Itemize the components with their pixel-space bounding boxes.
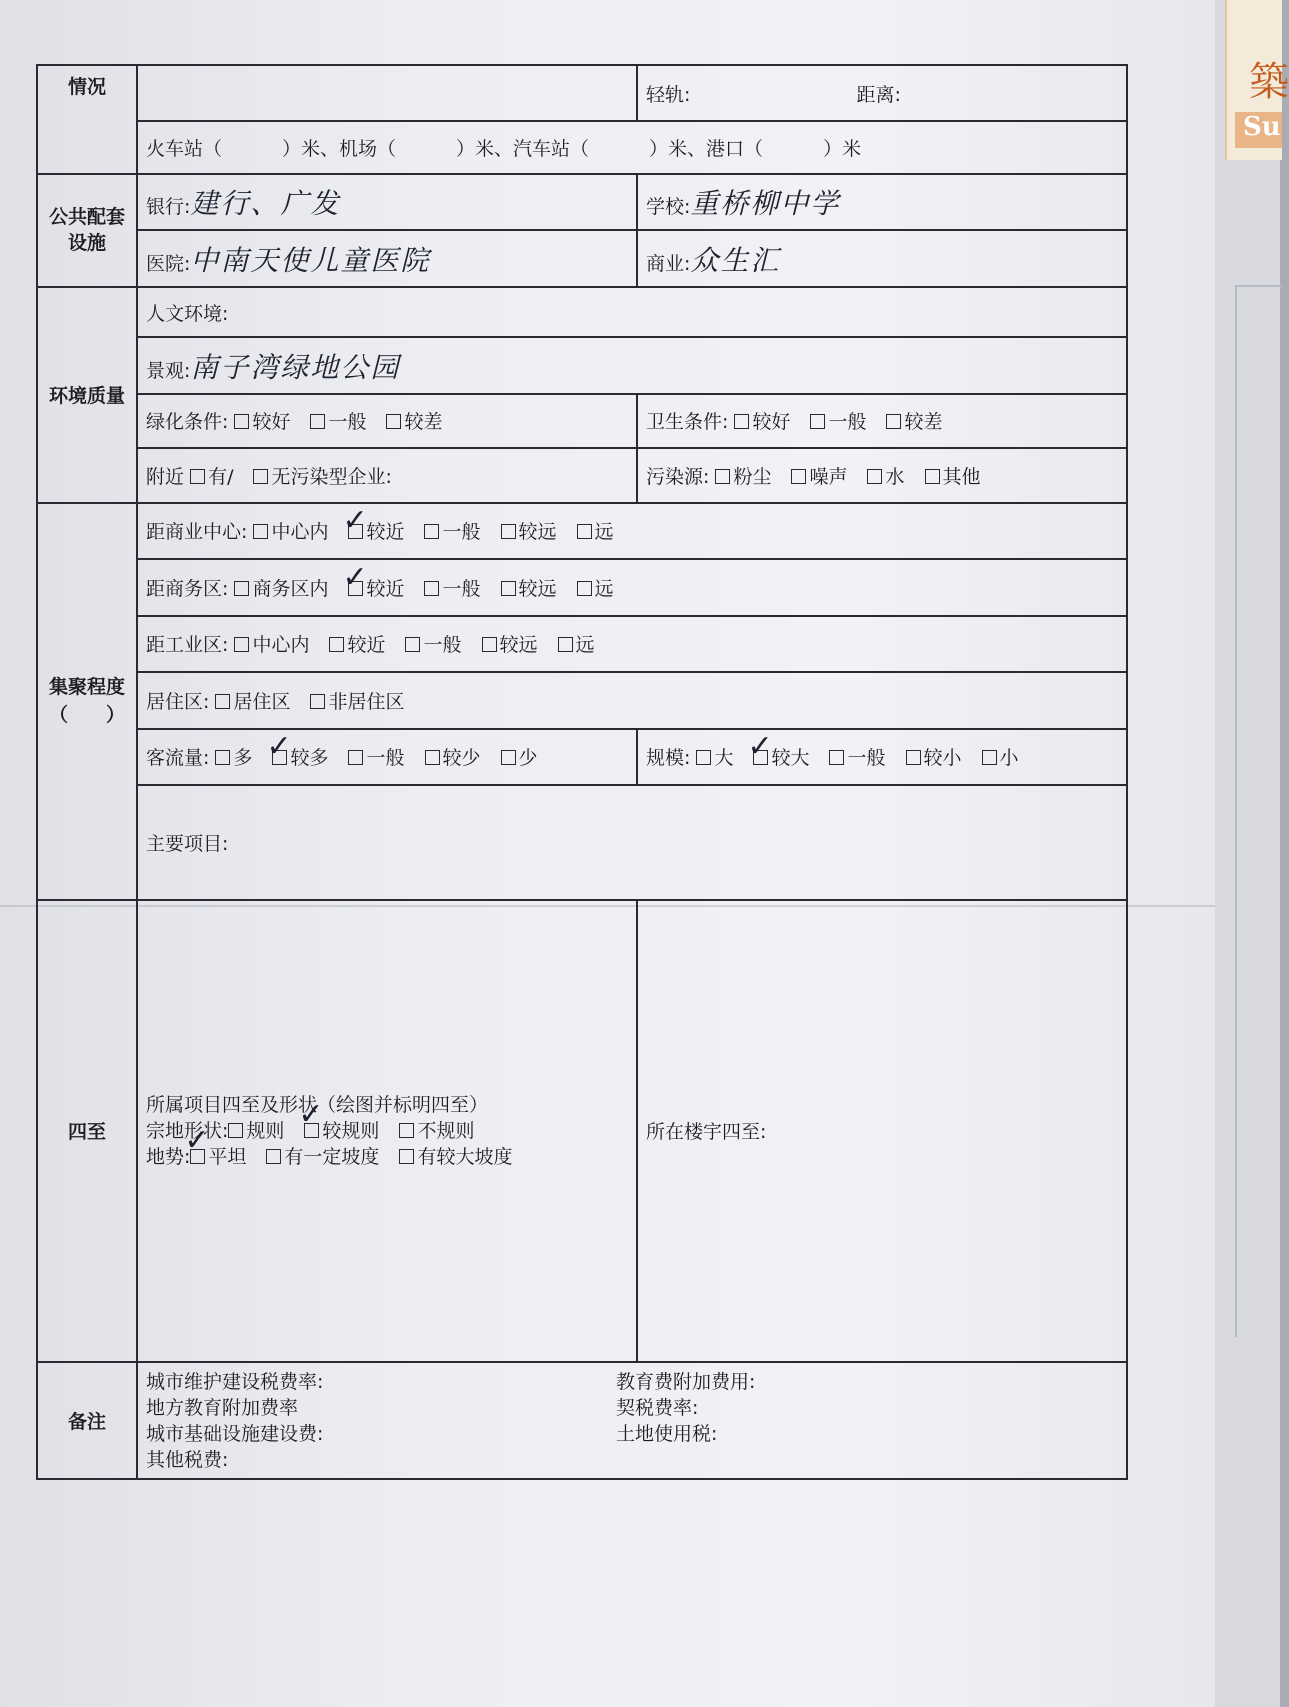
bank-value: 建行、广发 bbox=[190, 187, 341, 221]
commercial-option[interactable] bbox=[348, 521, 404, 543]
traffic-option[interactable] bbox=[215, 747, 252, 769]
checkbox-icon[interactable] bbox=[501, 524, 516, 539]
school-value: 重桥柳中学 bbox=[690, 187, 841, 221]
option-label: 非居住区 bbox=[328, 690, 405, 713]
checkbox-icon[interactable] bbox=[399, 1149, 414, 1164]
station-port: ）米、港口（ bbox=[649, 138, 764, 161]
option-label: 较差 bbox=[404, 411, 443, 434]
option-label: 多 bbox=[233, 747, 253, 770]
greening-label: 绿化条件: bbox=[146, 411, 229, 434]
scale-options bbox=[696, 747, 1038, 769]
remark-local-edu: 地方教育附加费率 bbox=[146, 1396, 299, 1419]
hospital-cell bbox=[137, 230, 637, 286]
traffic-option[interactable] bbox=[425, 747, 481, 769]
checkbox-icon[interactable] bbox=[272, 750, 287, 765]
checkbox-icon[interactable] bbox=[425, 750, 440, 765]
shape-option[interactable] bbox=[304, 1120, 379, 1142]
option-label: 居住区 bbox=[233, 690, 291, 713]
option-label: 较近 bbox=[366, 577, 405, 600]
station-bus: ）米、汽车站（ bbox=[456, 138, 590, 161]
remark-land-tax: 土地使用税: bbox=[616, 1422, 718, 1445]
business-option[interactable] bbox=[501, 578, 557, 600]
background-glyph: 築 bbox=[1249, 59, 1289, 105]
remark-edu-fee: 教育费附加费用: bbox=[616, 1370, 756, 1393]
option-label: 少 bbox=[518, 747, 538, 770]
traffic-option[interactable] bbox=[272, 747, 328, 769]
business-options bbox=[234, 578, 633, 600]
scale-option[interactable] bbox=[906, 747, 962, 769]
scale-cell bbox=[637, 729, 1127, 785]
option-label: 一般 bbox=[442, 521, 481, 544]
option-label: 中心内 bbox=[271, 521, 329, 544]
option-label: 较规则 bbox=[322, 1119, 380, 1142]
checkbox-icon[interactable] bbox=[304, 1123, 319, 1138]
project-boundaries-cell bbox=[137, 900, 637, 1362]
option-label: 平坦 bbox=[208, 1145, 247, 1168]
traffic-options bbox=[215, 747, 557, 769]
option-label: 噪声 bbox=[809, 465, 848, 488]
checkbox-icon[interactable] bbox=[867, 469, 882, 484]
checkbox-icon[interactable] bbox=[228, 1123, 243, 1138]
greening-options bbox=[234, 411, 462, 433]
business-row bbox=[137, 559, 1127, 615]
light-rail-label: 轻轨: bbox=[646, 83, 691, 106]
option-label: 一般 bbox=[366, 747, 405, 770]
checkbox-icon[interactable] bbox=[791, 469, 806, 484]
terrain-option[interactable] bbox=[190, 1146, 246, 1168]
option-label: 粉尘 bbox=[733, 465, 772, 488]
nearby-option[interactable] bbox=[253, 466, 391, 488]
traffic-cell bbox=[137, 729, 637, 785]
distance-label: 距离: bbox=[856, 83, 901, 106]
bank-cell bbox=[137, 174, 637, 230]
nearby-options bbox=[190, 466, 412, 488]
remarks-cell bbox=[137, 1362, 1127, 1479]
scale-label: 规模: bbox=[646, 747, 691, 770]
industrial-options bbox=[234, 634, 614, 656]
school-label: 学校: bbox=[646, 196, 691, 219]
shape-options bbox=[228, 1120, 494, 1142]
agglomeration-paren: （ ） bbox=[48, 704, 125, 727]
checkbox-icon[interactable] bbox=[348, 581, 363, 596]
checkbox-icon[interactable] bbox=[577, 524, 592, 539]
pollution-option[interactable] bbox=[925, 466, 981, 488]
industrial-option[interactable] bbox=[558, 634, 595, 656]
nearby-option[interactable] bbox=[190, 466, 233, 488]
checkbox-icon[interactable] bbox=[348, 524, 363, 539]
option-label: 较近 bbox=[347, 634, 386, 657]
option-label: 一般 bbox=[423, 634, 462, 657]
remark-deed-tax: 契税费率: bbox=[616, 1396, 699, 1419]
remark-other-tax: 其他税费: bbox=[146, 1448, 229, 1471]
option-label: 远 bbox=[575, 634, 595, 657]
empty-cell bbox=[137, 65, 637, 121]
section-remarks: 备注 bbox=[37, 1362, 137, 1479]
stations-cell bbox=[137, 121, 1127, 173]
option-label: 较差 bbox=[904, 411, 943, 434]
checkbox-icon[interactable] bbox=[329, 637, 344, 652]
remark-city-tax: 城市维护建设税费率: bbox=[146, 1370, 324, 1393]
checkbox-icon[interactable] bbox=[577, 581, 592, 596]
industrial-option[interactable] bbox=[329, 634, 385, 656]
shape-row bbox=[146, 1118, 628, 1144]
option-label: 不规则 bbox=[417, 1119, 475, 1142]
scale-option[interactable] bbox=[753, 747, 809, 769]
industrial-option[interactable] bbox=[482, 634, 538, 656]
hygiene-cell bbox=[637, 394, 1127, 448]
industrial-option[interactable] bbox=[405, 634, 461, 656]
hygiene-option[interactable] bbox=[886, 411, 942, 433]
shape-option[interactable] bbox=[399, 1120, 474, 1142]
survey-form-table bbox=[36, 64, 1128, 1480]
option-label: 较远 bbox=[499, 634, 538, 657]
residential-row bbox=[137, 672, 1127, 728]
checkbox-icon[interactable] bbox=[234, 637, 249, 652]
option-label: 较远 bbox=[518, 521, 557, 544]
greening-option[interactable] bbox=[234, 411, 290, 433]
checkbox-icon[interactable] bbox=[810, 414, 825, 429]
checkbox-icon[interactable] bbox=[734, 414, 749, 429]
school-cell bbox=[637, 174, 1127, 230]
option-label: 较大 bbox=[771, 747, 810, 770]
business-option[interactable] bbox=[234, 578, 328, 600]
pollution-option[interactable] bbox=[867, 466, 904, 488]
checkbox-icon[interactable] bbox=[906, 750, 921, 765]
pollution-options bbox=[715, 466, 1000, 488]
commercial-option[interactable] bbox=[577, 521, 614, 543]
greening-cell bbox=[137, 394, 637, 448]
checkbox-icon[interactable] bbox=[501, 581, 516, 596]
commercial-option[interactable] bbox=[501, 521, 557, 543]
option-label: 较好 bbox=[752, 411, 791, 434]
traffic-option[interactable] bbox=[348, 747, 404, 769]
hospital-value: 中南天使儿童医院 bbox=[190, 243, 431, 277]
option-label: 远 bbox=[594, 577, 614, 600]
checkbox-icon[interactable] bbox=[715, 469, 730, 484]
checkbox-icon[interactable] bbox=[696, 750, 711, 765]
terrain-label: 地势: bbox=[146, 1145, 191, 1168]
option-label: 较好 bbox=[252, 411, 291, 434]
section-transport: 情况 bbox=[37, 65, 137, 174]
checkbox-icon[interactable] bbox=[310, 694, 325, 709]
option-label: 水 bbox=[885, 465, 905, 488]
station-train: 火车站（ bbox=[146, 138, 223, 161]
checkbox-icon[interactable] bbox=[348, 750, 363, 765]
traffic-label: 客流量: bbox=[146, 747, 210, 770]
terrain-row bbox=[146, 1144, 628, 1170]
section-environment: 环境质量 bbox=[37, 287, 137, 503]
checkbox-icon[interactable] bbox=[424, 581, 439, 596]
industrial-row bbox=[137, 616, 1127, 672]
checkbox-icon[interactable] bbox=[482, 637, 497, 652]
checkbox-icon[interactable] bbox=[215, 694, 230, 709]
landscape-value: 南子湾绿地公园 bbox=[190, 350, 401, 384]
checkbox-icon[interactable] bbox=[266, 1149, 281, 1164]
terrain-option[interactable] bbox=[266, 1146, 379, 1168]
option-label: 一般 bbox=[442, 577, 481, 600]
landscape-cell bbox=[137, 337, 1127, 393]
remark-infra-fee: 城市基础设施建设费: bbox=[146, 1422, 324, 1445]
checkbox-icon[interactable] bbox=[253, 469, 268, 484]
checkbox-icon[interactable] bbox=[234, 581, 249, 596]
option-label: 有较大坡度 bbox=[417, 1145, 513, 1168]
option-label: 远 bbox=[594, 521, 614, 544]
option-label: 小 bbox=[999, 747, 1019, 770]
residential-label: 居住区: bbox=[146, 690, 210, 713]
checkbox-icon[interactable] bbox=[190, 1149, 205, 1164]
checkbox-icon[interactable] bbox=[829, 750, 844, 765]
residential-option[interactable] bbox=[215, 691, 290, 713]
background-sheet bbox=[1215, 0, 1280, 1707]
light-rail-cell bbox=[637, 65, 1127, 121]
shape-label: 宗地形状: bbox=[146, 1119, 229, 1142]
sheet-edge bbox=[1235, 285, 1282, 1337]
business-option[interactable] bbox=[424, 578, 480, 600]
commercial-options bbox=[253, 521, 633, 543]
option-label: 其他 bbox=[942, 465, 981, 488]
checkbox-icon[interactable] bbox=[753, 750, 768, 765]
checkbox-icon[interactable] bbox=[310, 414, 325, 429]
culture-cell: 人文环境: bbox=[137, 287, 1127, 337]
greening-option[interactable] bbox=[310, 411, 366, 433]
projects-cell: 主要项目: bbox=[137, 785, 1127, 900]
option-label: 一般 bbox=[328, 411, 367, 434]
nearby-cell bbox=[137, 448, 637, 502]
commercial-option[interactable] bbox=[253, 521, 328, 543]
option-label: 一般 bbox=[847, 747, 886, 770]
checkbox-icon[interactable] bbox=[399, 1123, 414, 1138]
option-label: 较近 bbox=[366, 521, 405, 544]
terrain-option[interactable] bbox=[399, 1146, 512, 1168]
business-label: 距商务区: bbox=[146, 577, 229, 600]
checkbox-icon[interactable] bbox=[386, 414, 401, 429]
option-label: 一般 bbox=[828, 411, 867, 434]
scale-option[interactable] bbox=[829, 747, 885, 769]
bank-label: 银行: bbox=[146, 196, 191, 219]
shape-option[interactable] bbox=[228, 1120, 284, 1142]
option-label: 较小 bbox=[923, 747, 962, 770]
commercial-option[interactable] bbox=[424, 521, 480, 543]
checkbox-icon[interactable] bbox=[234, 414, 249, 429]
option-label: 商务区内 bbox=[252, 577, 329, 600]
remarks-right bbox=[616, 1369, 755, 1473]
option-label: 无污染型企业: bbox=[271, 465, 392, 488]
pollution-cell bbox=[637, 448, 1127, 502]
commercial-label: 距商业中心: bbox=[146, 521, 248, 544]
scale-option[interactable] bbox=[696, 747, 733, 769]
industrial-label: 距工业区: bbox=[146, 634, 229, 657]
commercial-row bbox=[137, 503, 1127, 559]
project-title: 所属项目四至及形状（绘图并标明四至） bbox=[146, 1093, 489, 1116]
checkbox-icon[interactable] bbox=[190, 469, 205, 484]
hygiene-option[interactable] bbox=[734, 411, 790, 433]
section-boundaries: 四至 bbox=[37, 900, 137, 1362]
scale-option[interactable] bbox=[982, 747, 1019, 769]
option-label: 有一定坡度 bbox=[284, 1145, 380, 1168]
industrial-option[interactable] bbox=[234, 634, 309, 656]
background-document bbox=[1225, 0, 1289, 160]
station-end: ）米 bbox=[823, 138, 862, 161]
pollution-option[interactable] bbox=[715, 466, 771, 488]
checkbox-icon[interactable] bbox=[886, 414, 901, 429]
landscape-label: 景观: bbox=[146, 359, 191, 382]
checkbox-icon[interactable] bbox=[253, 524, 268, 539]
nearby-label: 附近 bbox=[146, 465, 185, 488]
traffic-option[interactable] bbox=[501, 747, 538, 769]
hospital-label: 医院: bbox=[146, 252, 191, 275]
hygiene-option[interactable] bbox=[810, 411, 866, 433]
checkbox-icon[interactable] bbox=[215, 750, 230, 765]
business-option[interactable] bbox=[348, 578, 404, 600]
section-agglomeration bbox=[37, 503, 137, 900]
residential-options bbox=[215, 691, 424, 713]
pollution-option[interactable] bbox=[791, 466, 847, 488]
pollution-label: 污染源: bbox=[646, 465, 710, 488]
residential-option[interactable] bbox=[310, 691, 404, 713]
station-airport: ）米、机场（ bbox=[282, 138, 397, 161]
building-boundaries-cell: 所在楼宇四至: bbox=[637, 900, 1127, 1362]
checkbox-icon[interactable] bbox=[558, 637, 573, 652]
checkbox-icon[interactable] bbox=[982, 750, 997, 765]
agglomeration-title: 集聚程度 bbox=[48, 676, 125, 699]
option-label: 较多 bbox=[290, 747, 329, 770]
greening-option[interactable] bbox=[386, 411, 442, 433]
remarks-left bbox=[146, 1369, 616, 1473]
commerce-value: 众生汇 bbox=[690, 243, 781, 277]
commerce-cell bbox=[637, 230, 1127, 286]
checkbox-icon[interactable] bbox=[405, 637, 420, 652]
commerce-label: 商业: bbox=[646, 252, 691, 275]
option-label: 大 bbox=[714, 747, 734, 770]
section-facilities: 公共配套设施 bbox=[37, 174, 137, 287]
option-label: 较少 bbox=[442, 747, 481, 770]
option-label: 有/ bbox=[208, 465, 234, 488]
option-label: 中心内 bbox=[252, 634, 310, 657]
option-label: 规则 bbox=[246, 1119, 285, 1142]
option-label: 较远 bbox=[518, 577, 557, 600]
business-option[interactable] bbox=[577, 578, 614, 600]
checkbox-icon[interactable] bbox=[501, 750, 516, 765]
hygiene-label: 卫生条件: bbox=[646, 411, 729, 434]
terrain-options bbox=[190, 1146, 532, 1168]
checkbox-icon[interactable] bbox=[424, 524, 439, 539]
background-band: Su bbox=[1235, 112, 1282, 148]
checkbox-icon[interactable] bbox=[925, 469, 940, 484]
hygiene-options bbox=[734, 411, 962, 433]
